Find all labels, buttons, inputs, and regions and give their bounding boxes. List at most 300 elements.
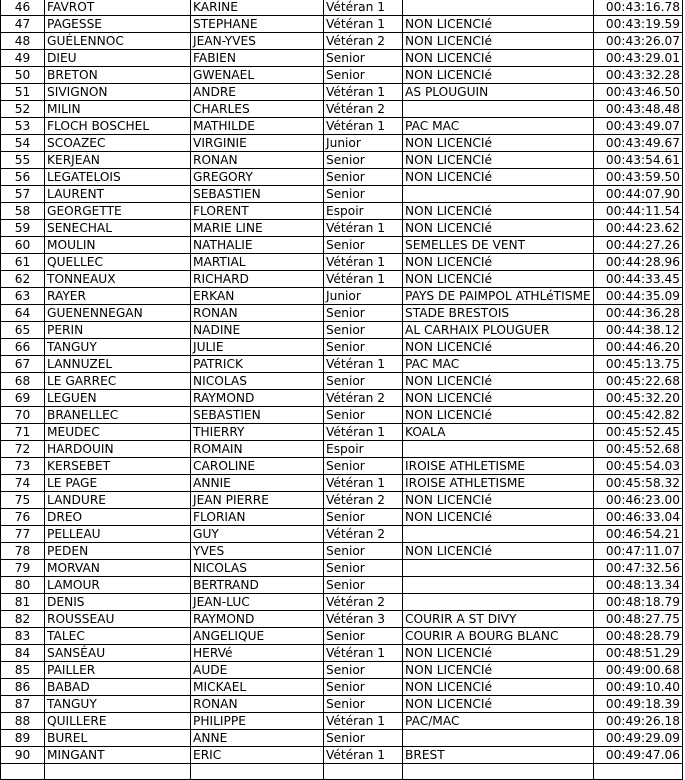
club-cell [403,186,594,203]
club-cell: NON LICENCIé [403,135,594,152]
table-row [1,220,683,237]
table-row [1,764,683,780]
first-name-cell: STEPHANE [191,16,324,33]
time-cell: 00:44:28.96 [594,254,683,271]
rank-cell: 79 [1,560,45,577]
first-name-cell: NATHALIE [191,237,324,254]
club-cell: PAC MAC [403,118,594,135]
category-cell: Senior [324,322,403,339]
rank-cell: 58 [1,203,45,220]
last-name-cell: SIVIGNON [45,84,191,101]
table-row [1,611,683,628]
club-cell: AS PLOUGUIN [403,84,594,101]
club-cell [403,101,594,118]
time-cell: 00:48:27.75 [594,611,683,628]
club-cell: NON LICENCIé [403,254,594,271]
category-cell: Senior [324,560,403,577]
category-cell: Vétéran 2 [324,101,403,118]
category-cell: Senior [324,628,403,645]
first-name-cell: ERKAN [191,288,324,305]
category-cell: Vétéran 1 [324,645,403,662]
first-name-cell: RAYMOND [191,611,324,628]
club-cell: NON LICENCIé [403,407,594,424]
time-cell: 00:44:36.28 [594,305,683,322]
last-name-cell: DREO [45,509,191,526]
category-cell: Senior [324,543,403,560]
time-cell: 00:48:18.79 [594,594,683,611]
last-name-cell: PAILLER [45,662,191,679]
time-cell: 00:49:10.40 [594,679,683,696]
rank-cell: 54 [1,135,45,152]
rank-cell [1,764,45,780]
club-cell: NON LICENCIé [403,390,594,407]
last-name-cell: PAGESSE [45,16,191,33]
rank-cell: 86 [1,679,45,696]
club-cell: AL CARHAIX PLOUGUER [403,322,594,339]
club-cell: NON LICENCIé [403,543,594,560]
table-row [1,339,683,356]
category-cell: Senior [324,305,403,322]
table-row [1,662,683,679]
category-cell: Vétéran 1 [324,220,403,237]
category-cell: Vétéran 1 [324,475,403,492]
first-name-cell: SEBASTIEN [191,407,324,424]
last-name-cell: BABAD [45,679,191,696]
first-name-cell: YVES [191,543,324,560]
time-cell: 00:45:13.75 [594,356,683,373]
category-cell: Vétéran 1 [324,16,403,33]
rank-cell: 63 [1,288,45,305]
last-name-cell: MEUDEC [45,424,191,441]
rank-cell: 50 [1,67,45,84]
first-name-cell: FLORIAN [191,509,324,526]
time-cell: 00:43:59.50 [594,169,683,186]
time-cell: 00:43:54.61 [594,152,683,169]
category-cell: Vétéran 1 [324,356,403,373]
table-row [1,271,683,288]
table-row [1,577,683,594]
first-name-cell: MICKAEL [191,679,324,696]
time-cell [594,764,683,780]
time-cell: 00:45:52.45 [594,424,683,441]
club-cell: BREST [403,747,594,764]
rank-cell: 75 [1,492,45,509]
category-cell: Vétéran 1 [324,713,403,730]
rank-cell: 82 [1,611,45,628]
club-cell [403,730,594,747]
last-name-cell: DIEU [45,50,191,67]
category-cell: Senior [324,237,403,254]
club-cell: NON LICENCIé [403,271,594,288]
table-row [1,543,683,560]
last-name-cell: GEORGETTE [45,203,191,220]
club-cell [403,526,594,543]
rank-cell: 85 [1,662,45,679]
club-cell: NON LICENCIé [403,679,594,696]
last-name-cell: MINGANT [45,747,191,764]
last-name-cell: LE PAGE [45,475,191,492]
rank-cell: 67 [1,356,45,373]
category-cell: Junior [324,135,403,152]
first-name-cell [191,764,324,780]
last-name-cell: LE GARREC [45,373,191,390]
table-row [1,186,683,203]
category-cell: Senior [324,407,403,424]
time-cell: 00:44:23.62 [594,220,683,237]
club-cell: NON LICENCIé [403,67,594,84]
time-cell: 00:45:22.68 [594,373,683,390]
time-cell: 00:49:29.09 [594,730,683,747]
first-name-cell: HERVé [191,645,324,662]
category-cell: Vétéran 2 [324,526,403,543]
first-name-cell: JEAN PIERRE [191,492,324,509]
club-cell: PAYS DE PAIMPOL ATHLéTISME [403,288,594,305]
table-row [1,424,683,441]
last-name-cell: LAURENT [45,186,191,203]
rank-cell: 59 [1,220,45,237]
first-name-cell: RONAN [191,152,324,169]
first-name-cell: SEBASTIEN [191,186,324,203]
category-cell: Vétéran 2 [324,33,403,50]
rank-cell: 87 [1,696,45,713]
time-cell: 00:43:26.07 [594,33,683,50]
first-name-cell: RONAN [191,305,324,322]
club-cell: NON LICENCIé [403,339,594,356]
last-name-cell: MORVAN [45,560,191,577]
table-row [1,492,683,509]
table-row [1,118,683,135]
first-name-cell: GREGORY [191,169,324,186]
club-cell: NON LICENCIé [403,33,594,50]
category-cell: Senior [324,186,403,203]
time-cell: 00:47:32.56 [594,560,683,577]
time-cell: 00:44:35.09 [594,288,683,305]
club-cell: PAC/MAC [403,713,594,730]
table-row [1,203,683,220]
time-cell: 00:46:23.00 [594,492,683,509]
table-row [1,305,683,322]
first-name-cell: PATRICK [191,356,324,373]
last-name-cell: GUENENNEGAN [45,305,191,322]
first-name-cell: RONAN [191,696,324,713]
time-cell: 00:44:07.90 [594,186,683,203]
first-name-cell: JEAN-YVES [191,33,324,50]
club-cell: PAC MAC [403,356,594,373]
time-cell: 00:43:16.78 [594,0,683,16]
rank-cell: 74 [1,475,45,492]
club-cell [403,0,594,16]
table-row [1,67,683,84]
club-cell [403,764,594,780]
first-name-cell: AUDE [191,662,324,679]
category-cell: Vétéran 1 [324,424,403,441]
club-cell: COURIR A ST DIVY [403,611,594,628]
time-cell: 00:43:48.48 [594,101,683,118]
table-row [1,33,683,50]
club-cell: STADE BRESTOIS [403,305,594,322]
table-row [1,101,683,118]
category-cell: Senior [324,577,403,594]
first-name-cell: GUY [191,526,324,543]
last-name-cell: TONNEAUX [45,271,191,288]
time-cell: 00:48:51.29 [594,645,683,662]
table-row [1,169,683,186]
category-cell: Vétéran 1 [324,0,403,16]
rank-cell: 88 [1,713,45,730]
time-cell: 00:44:27.26 [594,237,683,254]
time-cell: 00:43:29.01 [594,50,683,67]
table-row [1,679,683,696]
first-name-cell: ERIC [191,747,324,764]
time-cell: 00:48:13.34 [594,577,683,594]
club-cell: IROISE ATHLETISME [403,458,594,475]
last-name-cell: GUÉLENNOC [45,33,191,50]
rank-cell: 70 [1,407,45,424]
time-cell: 00:43:46.50 [594,84,683,101]
club-cell [403,577,594,594]
first-name-cell: FLORENT [191,203,324,220]
first-name-cell: MARTIAL [191,254,324,271]
last-name-cell: MOULIN [45,237,191,254]
category-cell: Senior [324,509,403,526]
club-cell: NON LICENCIé [403,696,594,713]
time-cell: 00:44:33.45 [594,271,683,288]
time-cell: 00:49:47.06 [594,747,683,764]
table-row [1,322,683,339]
rank-cell: 90 [1,747,45,764]
first-name-cell: BERTRAND [191,577,324,594]
first-name-cell: JEAN-LUC [191,594,324,611]
time-cell: 00:45:52.68 [594,441,683,458]
category-cell: Espoir [324,441,403,458]
first-name-cell: ANNE [191,730,324,747]
time-cell: 00:45:54.03 [594,458,683,475]
rank-cell: 89 [1,730,45,747]
table-row [1,237,683,254]
last-name-cell: PELLEAU [45,526,191,543]
time-cell: 00:43:49.67 [594,135,683,152]
club-cell: NON LICENCIé [403,203,594,220]
time-cell: 00:48:28.79 [594,628,683,645]
table-row [1,713,683,730]
first-name-cell: KARINE [191,0,324,16]
first-name-cell: CHARLES [191,101,324,118]
table-row [1,696,683,713]
time-cell: 00:46:54.21 [594,526,683,543]
rank-cell: 73 [1,458,45,475]
last-name-cell: QUILLERE [45,713,191,730]
rank-cell: 77 [1,526,45,543]
table-row [1,730,683,747]
table-row [1,0,683,16]
last-name-cell: KERJEAN [45,152,191,169]
results-body [1,0,683,780]
club-cell: NON LICENCIé [403,50,594,67]
rank-cell: 56 [1,169,45,186]
rank-cell: 66 [1,339,45,356]
category-cell: Senior [324,662,403,679]
first-name-cell: VIRGINIE [191,135,324,152]
table-row [1,645,683,662]
table-row [1,747,683,764]
first-name-cell: CAROLINE [191,458,324,475]
table-row [1,475,683,492]
last-name-cell: PERIN [45,322,191,339]
first-name-cell: ANDRE [191,84,324,101]
last-name-cell: TALEC [45,628,191,645]
first-name-cell: THIERRY [191,424,324,441]
table-row [1,441,683,458]
rank-cell: 60 [1,237,45,254]
first-name-cell: NICOLAS [191,560,324,577]
time-cell: 00:45:32.20 [594,390,683,407]
table-row [1,390,683,407]
rank-cell: 80 [1,577,45,594]
last-name-cell: RAYER [45,288,191,305]
table-row [1,458,683,475]
first-name-cell: MATHILDE [191,118,324,135]
club-cell: SEMELLES DE VENT [403,237,594,254]
first-name-cell: JULIE [191,339,324,356]
category-cell: Vétéran 2 [324,390,403,407]
table-row [1,152,683,169]
category-cell: Senior [324,50,403,67]
category-cell: Senior [324,152,403,169]
club-cell: NON LICENCIé [403,220,594,237]
time-cell: 00:45:42.82 [594,407,683,424]
table-row [1,84,683,101]
last-name-cell: LAMOUR [45,577,191,594]
last-name-cell [45,764,191,780]
first-name-cell: FABIEN [191,50,324,67]
time-cell: 00:44:38.12 [594,322,683,339]
rank-cell: 64 [1,305,45,322]
last-name-cell: DENIS [45,594,191,611]
table-row [1,50,683,67]
club-cell: KOALA [403,424,594,441]
first-name-cell: GWENAEL [191,67,324,84]
rank-cell: 48 [1,33,45,50]
rank-cell: 84 [1,645,45,662]
category-cell: Senior [324,730,403,747]
last-name-cell: LEGUEN [45,390,191,407]
club-cell: NON LICENCIé [403,169,594,186]
first-name-cell: ANNIE [191,475,324,492]
table-row [1,526,683,543]
last-name-cell: TANGUY [45,339,191,356]
category-cell: Vétéran 1 [324,118,403,135]
category-cell [324,764,403,780]
table-row [1,16,683,33]
rank-cell: 51 [1,84,45,101]
first-name-cell: PHILIPPE [191,713,324,730]
table-row [1,135,683,152]
table-row [1,509,683,526]
category-cell: Vétéran 1 [324,84,403,101]
club-cell [403,560,594,577]
category-cell: Senior [324,696,403,713]
club-cell: NON LICENCIé [403,509,594,526]
table-row [1,628,683,645]
category-cell: Junior [324,288,403,305]
time-cell: 00:49:26.18 [594,713,683,730]
rank-cell: 68 [1,373,45,390]
first-name-cell: MARIE LINE [191,220,324,237]
rank-cell: 65 [1,322,45,339]
last-name-cell: SENECHAL [45,220,191,237]
first-name-cell: NADINE [191,322,324,339]
club-cell: NON LICENCIé [403,662,594,679]
club-cell: NON LICENCIé [403,152,594,169]
last-name-cell: FAVROT [45,0,191,16]
last-name-cell: FLOCH BOSCHEL [45,118,191,135]
time-cell: 00:44:46.20 [594,339,683,356]
club-cell: NON LICENCIé [403,492,594,509]
table-row [1,407,683,424]
first-name-cell: RICHARD [191,271,324,288]
last-name-cell: HARDOUIN [45,441,191,458]
table-row [1,288,683,305]
first-name-cell: ROMAIN [191,441,324,458]
category-cell: Senior [324,679,403,696]
rank-cell: 76 [1,509,45,526]
category-cell: Vétéran 2 [324,492,403,509]
club-cell: COURIR A BOURG BLANC [403,628,594,645]
rank-cell: 53 [1,118,45,135]
last-name-cell: ROUSSEAU [45,611,191,628]
category-cell: Senior [324,67,403,84]
time-cell: 00:45:58.32 [594,475,683,492]
last-name-cell: BUREL [45,730,191,747]
category-cell: Vétéran 1 [324,271,403,288]
table-row [1,356,683,373]
table-row [1,373,683,390]
time-cell: 00:49:18.39 [594,696,683,713]
rank-cell: 47 [1,16,45,33]
rank-cell: 62 [1,271,45,288]
last-name-cell: LANDURE [45,492,191,509]
club-cell: NON LICENCIé [403,373,594,390]
first-name-cell: RAYMOND [191,390,324,407]
rank-cell: 55 [1,152,45,169]
time-cell: 00:47:11.07 [594,543,683,560]
category-cell: Senior [324,169,403,186]
rank-cell: 71 [1,424,45,441]
rank-cell: 57 [1,186,45,203]
category-cell: Vétéran 1 [324,747,403,764]
rank-cell: 52 [1,101,45,118]
last-name-cell: TANGUY [45,696,191,713]
last-name-cell: SCOAZEC [45,135,191,152]
rank-cell: 78 [1,543,45,560]
rank-cell: 83 [1,628,45,645]
rank-cell: 46 [1,0,45,16]
club-cell: NON LICENCIé [403,645,594,662]
time-cell: 00:49:00.68 [594,662,683,679]
category-cell: Senior [324,339,403,356]
last-name-cell: MILIN [45,101,191,118]
category-cell: Espoir [324,203,403,220]
first-name-cell: NICOLAS [191,373,324,390]
table-row [1,594,683,611]
last-name-cell: BRANELLEC [45,407,191,424]
rank-cell: 69 [1,390,45,407]
rank-cell: 61 [1,254,45,271]
category-cell: Vétéran 2 [324,594,403,611]
time-cell: 00:46:33.04 [594,509,683,526]
last-name-cell: KERSEBET [45,458,191,475]
category-cell: Senior [324,458,403,475]
